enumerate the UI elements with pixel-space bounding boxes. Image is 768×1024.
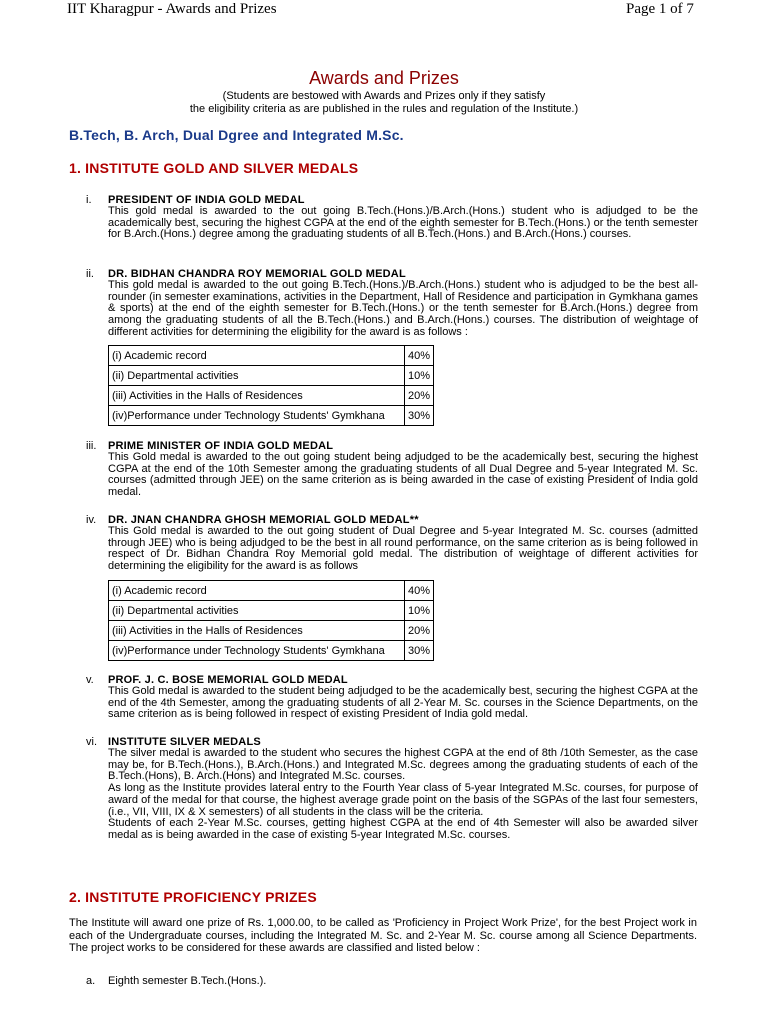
table-row	[109, 406, 434, 426]
weight-cell: 40%	[405, 581, 434, 601]
weightage-table-bc-roy	[108, 345, 434, 426]
header-title: IIT Kharagpur - Awards and Prizes	[67, 1, 277, 17]
table-row	[109, 621, 434, 641]
activity-cell: (iii) Activities in the Halls of Residences	[109, 386, 405, 406]
section-heading-medals: 1. INSTITUTE GOLD AND SILVER MEDALS	[69, 160, 359, 176]
activity-cell: (ii) Departmental activities	[109, 366, 405, 386]
medal-name: DR. JNAN CHANDRA GHOSH MEMORIAL GOLD MEDAL**	[108, 514, 419, 526]
list-item-text: Eighth semester B.Tech.(Hons.).	[108, 975, 267, 987]
item-number: ii.	[86, 268, 94, 280]
table-row	[109, 581, 434, 601]
subtitle-line-2: the eligibility criteria as are published in the rules and regulation of the Institute.)	[189, 103, 579, 115]
activity-cell: (ii) Departmental activities	[109, 601, 405, 621]
activity-cell: (i) Academic record	[109, 346, 405, 366]
table-row	[109, 346, 434, 366]
table-row	[109, 366, 434, 386]
medal-name: PRESIDENT OF INDIA GOLD MEDAL	[108, 194, 305, 206]
program-heading: B.Tech, B. Arch, Dual Dgree and Integrated M.Sc.	[69, 127, 404, 143]
medal-description: This gold medal is awarded to the out going B.Tech.(Hons.)/B.Arch.(Hons.) student who is adjudged to be the best all-rounder (in semester examinations, activities in the Department, Hall of Residence and participation in Gymkhana games & sports) at the end of the eighth semester for B.Tech.(Hons.) or the tenth semester for B.Arch.(Hons.) degree from among the graduating students of all the B.Tech.(Hons.) and B.Arch.(Hons.) courses. The distribution of weightage of different activities for determining the eligibility for the award is as follows :	[108, 279, 698, 338]
medal-description: This Gold medal is awarded to the out going student of Dual Degree and 5-year Integrated M. Sc. courses (admitted through JEE) who is being adjudged to be the best in all round performance, on the same criterion as is being followed in respect of Dr. Bidhan Chandra Roy Memorial gold medal. The distribution of weightage of different activities for determining the eligibility for the award is as follows	[108, 525, 698, 573]
weight-cell: 10%	[405, 601, 434, 621]
running-header	[0, 0, 768, 22]
table-row	[109, 386, 434, 406]
weight-cell: 30%	[405, 406, 434, 426]
item-number: iii.	[86, 440, 97, 452]
medal-description: This gold medal is awarded to the out going B.Tech.(Hons.)/B.Arch.(Hons.) student who is adjudged to be the academically best, securing the highest CGPA at the end of the eighth semester for B.Tech.(Hons.) or the tenth semester for B.Arch.(Hons.) degree among the graduating students of all B.Tech.(Hons.) and B.Arch.(Hons.) courses.	[108, 205, 698, 241]
medal-name: PRIME MINISTER OF INDIA GOLD MEDAL	[108, 440, 334, 452]
activity-cell: (iii) Activities in the Halls of Residences	[109, 621, 405, 641]
section-heading-proficiency: 2. INSTITUTE PROFICIENCY PRIZES	[69, 889, 317, 905]
subtitle	[0, 90, 768, 116]
activity-cell: (iv)Performance under Technology Students' Gymkhana	[109, 641, 405, 661]
medal-description: This Gold medal is awarded to the student being adjudged to be the academically best, securing the highest CGPA at the end of the 4th Semester, among the graduating students of all 2-Year M. Sc. courses in the Science Departments, on the same criterion as is being followed in respect of existing President of India gold medal.	[108, 685, 698, 721]
proficiency-paragraph: The Institute will award one prize of Rs. 1,000.00, to be called as 'Proficiency in Project Work Prize', for the best Project work in each of the Undergraduate courses, including the Integrated M. Sc. and 2-Year M. Sc. course among all Science Departments. The project works to be considered for these awards are classified and listed below :	[69, 917, 697, 954]
weight-cell: 10%	[405, 366, 434, 386]
weightage-table-jc-ghosh	[108, 580, 434, 661]
item-number: i.	[86, 194, 92, 206]
table-row	[109, 641, 434, 661]
medal-name: PROF. J. C. BOSE MEMORIAL GOLD MEDAL	[108, 674, 348, 686]
item-number: vi.	[86, 736, 97, 748]
weight-cell: 30%	[405, 641, 434, 661]
table-row	[109, 601, 434, 621]
page-number: Page 1 of 7	[626, 1, 694, 17]
silver-medal-para-2: As long as the Institute provides lateral entry to the Fourth Year class of 5-year Integrated M.Sc. courses, for purpose of award of the medal for that course, the highest average grade point on the basis of the SGPAs of the last four semesters, (i.e., VII, VIII, IX & X semesters) of all students in the class will be the criteria.	[108, 782, 698, 818]
item-number: iv.	[86, 514, 97, 526]
item-number: v.	[86, 674, 94, 686]
activity-cell: (iv)Performance under Technology Students' Gymkhana	[109, 406, 405, 426]
medal-description	[108, 748, 698, 842]
list-item-letter: a.	[86, 975, 96, 987]
silver-medal-para-1: The silver medal is awarded to the student who secures the highest CGPA at the end of 8th /10th Semester, as the case may be, for B.Tech.(Hons.), B.Arch.(Hons.) and Integrated M.Sc. degrees among the graduating students of each of the B.Tech.(Hons), B. Arch.(Hons) and Integrated M.Sc. courses.	[108, 747, 698, 783]
medal-name: INSTITUTE SILVER MEDALS	[108, 736, 261, 748]
weight-cell: 20%	[405, 621, 434, 641]
medal-name: DR. BIDHAN CHANDRA ROY MEMORIAL GOLD MEDAL	[108, 268, 406, 280]
weight-cell: 20%	[405, 386, 434, 406]
activity-cell: (i) Academic record	[109, 581, 405, 601]
medal-description: This Gold medal is awarded to the out going student being adjudged to be the academically best, securing the highest CGPA at the end of the 10th Semester among the graduating students of all Dual Degree and 5-year Integrated M. Sc. courses (admitted through JEE) on the same criterion as is being awarded in the case of existing President of India gold medal.	[108, 451, 698, 499]
silver-medal-para-3: Students of each 2-Year M.Sc. courses, getting highest CGPA at the end of 4th Semester will also be awarded silver medal as is being awarded in the case of existing 5-year Integrated M.Sc. courses.	[108, 817, 698, 841]
page-title: Awards and Prizes	[309, 68, 459, 88]
weight-cell: 40%	[405, 346, 434, 366]
subtitle-line-1: (Students are bestowed with Awards and Prizes only if they satisfy	[222, 90, 546, 102]
